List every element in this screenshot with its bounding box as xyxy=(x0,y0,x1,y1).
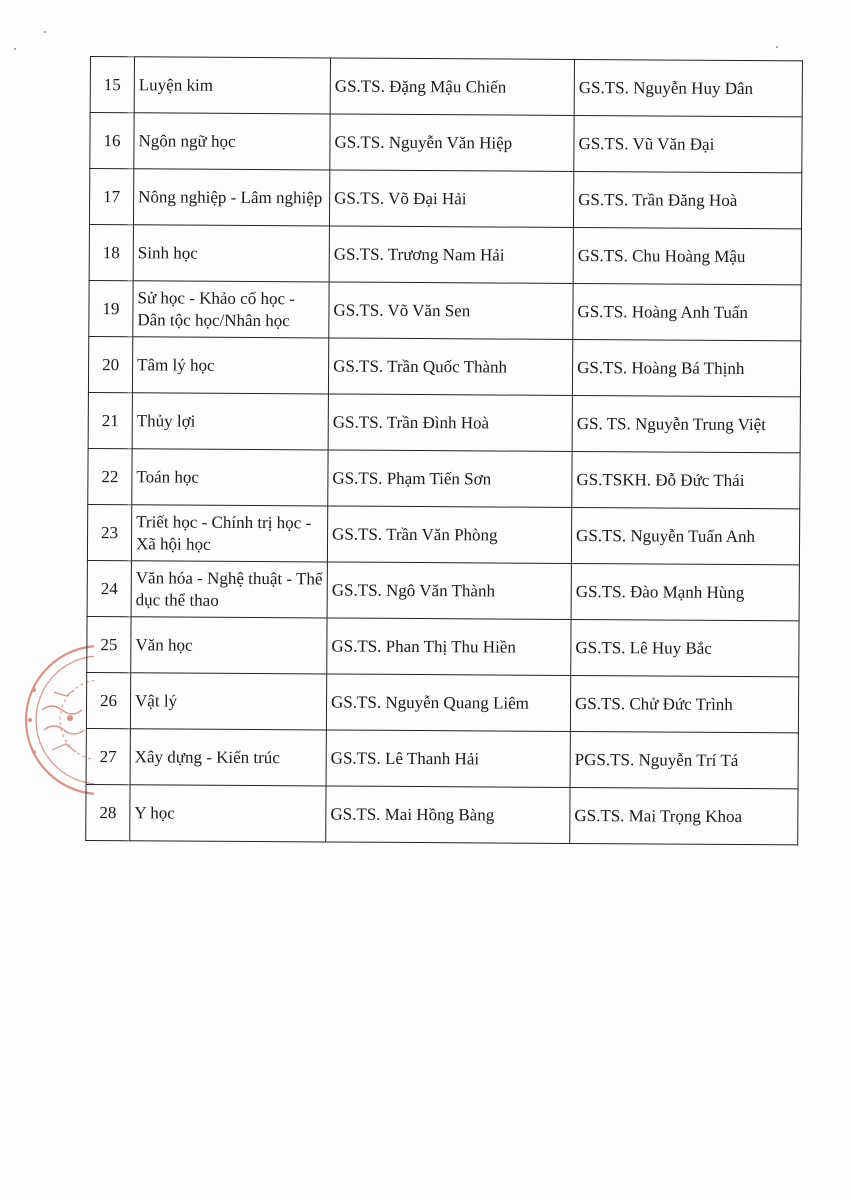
field-name: Thủy lợi xyxy=(132,393,328,450)
chair-name: GS.TS. Phan Thị Thu Hiền xyxy=(327,618,571,675)
row-number: 28 xyxy=(86,784,130,840)
row-number: 21 xyxy=(88,392,132,448)
vice-chair-name: GS.TS. Đào Mạnh Hùng xyxy=(571,563,799,620)
field-name: Triết học - Chính trị học - Xã hội học xyxy=(131,505,327,562)
field-name: Y học xyxy=(130,785,326,842)
vice-chair-name: GS.TS. Hoàng Anh Tuấn xyxy=(573,283,801,340)
row-number: 25 xyxy=(87,616,131,672)
vice-chair-name: GS.TS. Vũ Văn Đại xyxy=(574,115,802,172)
row-number: 26 xyxy=(86,672,130,728)
field-name: Sinh học xyxy=(133,225,329,282)
field-name: Toán học xyxy=(132,449,328,506)
chair-name: GS.TS. Mai Hồng Bàng xyxy=(326,786,570,843)
field-name: Nông nghiệp - Lâm nghiệp xyxy=(133,169,329,226)
table-row xyxy=(89,280,801,340)
table-row xyxy=(87,616,799,676)
row-number: 22 xyxy=(88,448,132,504)
chair-name: GS.TS. Trần Quốc Thành xyxy=(328,338,572,395)
council-table-wrapper xyxy=(85,56,802,845)
chair-name: GS.TS. Ngô Văn Thành xyxy=(327,562,571,619)
field-name: Sử học - Khảo cổ học - Dân tộc học/Nhân học xyxy=(133,281,329,338)
chair-name: GS.TS. Phạm Tiến Sơn xyxy=(328,450,572,507)
row-number: 23 xyxy=(87,504,131,560)
chair-name: GS.TS. Trương Nam Hải xyxy=(329,226,573,283)
vice-chair-name: GS.TS. Nguyễn Huy Dân xyxy=(574,59,802,116)
table-row xyxy=(88,336,800,396)
table-row xyxy=(88,448,800,508)
field-name: Văn học xyxy=(131,617,327,674)
table-row xyxy=(87,504,799,564)
red-seal-icon xyxy=(12,640,94,800)
row-number: 19 xyxy=(89,280,133,336)
vice-chair-name: GS.TS. Hoàng Bá Thịnh xyxy=(572,339,800,396)
scan-speck xyxy=(14,48,16,50)
scan-speck xyxy=(44,31,46,33)
row-number: 16 xyxy=(90,113,134,169)
table-row xyxy=(89,224,801,284)
table-row xyxy=(86,728,798,788)
chair-name: GS.TS. Nguyễn Văn Hiệp xyxy=(330,114,574,171)
council-table xyxy=(85,56,803,845)
field-name: Xây dựng - Kiến trúc xyxy=(130,729,326,786)
row-number: 17 xyxy=(89,169,133,225)
vice-chair-name: GS.TS. Trần Đăng Hoà xyxy=(573,171,801,228)
table-row xyxy=(86,672,798,732)
row-number: 24 xyxy=(87,560,131,616)
table-row xyxy=(89,169,801,229)
vice-chair-name: PGS.TS. Nguyễn Trí Tá xyxy=(570,731,798,788)
vice-chair-name: GS. TS. Nguyễn Trung Việt xyxy=(572,395,800,452)
vice-chair-name: GS.TSKH. Đỗ Đức Thái xyxy=(572,451,800,508)
vice-chair-name: GS.TS. Mai Trọng Khoa xyxy=(570,787,798,844)
field-name: Luyện kim xyxy=(134,57,330,114)
table-row xyxy=(90,57,802,117)
chair-name: GS.TS. Lê Thanh Hải xyxy=(326,730,570,787)
field-name: Ngôn ngữ học xyxy=(134,113,330,170)
chair-name: GS.TS. Nguyễn Quang Liêm xyxy=(326,674,570,731)
chair-name: GS.TS. Võ Đại Hải xyxy=(329,170,573,227)
field-name: Vật lý xyxy=(130,673,326,730)
vice-chair-name: GS.TS. Nguyễn Tuấn Anh xyxy=(571,507,799,564)
vice-chair-name: GS.TS. Chử Đức Trình xyxy=(570,675,798,732)
field-name: Văn hóa - Nghệ thuật - Thể dục thể thao xyxy=(131,561,327,618)
row-number: 18 xyxy=(89,224,133,280)
chair-name: GS.TS. Trần Văn Phòng xyxy=(327,506,571,563)
vice-chair-name: GS.TS. Chu Hoàng Mậu xyxy=(573,227,801,284)
chair-name: GS.TS. Võ Văn Sen xyxy=(329,282,573,339)
row-number: 27 xyxy=(86,728,130,784)
table-row xyxy=(88,392,800,452)
scan-speck xyxy=(776,46,778,48)
table-row xyxy=(86,784,798,844)
row-number: 20 xyxy=(88,336,132,392)
council-table-body xyxy=(86,57,803,845)
table-row xyxy=(90,113,802,173)
chair-name: GS.TS. Trần Đình Hoà xyxy=(328,394,572,451)
vice-chair-name: GS.TS. Lê Huy Bắc xyxy=(571,619,799,676)
table-row xyxy=(87,560,799,620)
chair-name: GS.TS. Đặng Mậu Chiến xyxy=(330,58,574,115)
field-name: Tâm lý học xyxy=(132,337,328,394)
row-number: 15 xyxy=(90,57,134,113)
